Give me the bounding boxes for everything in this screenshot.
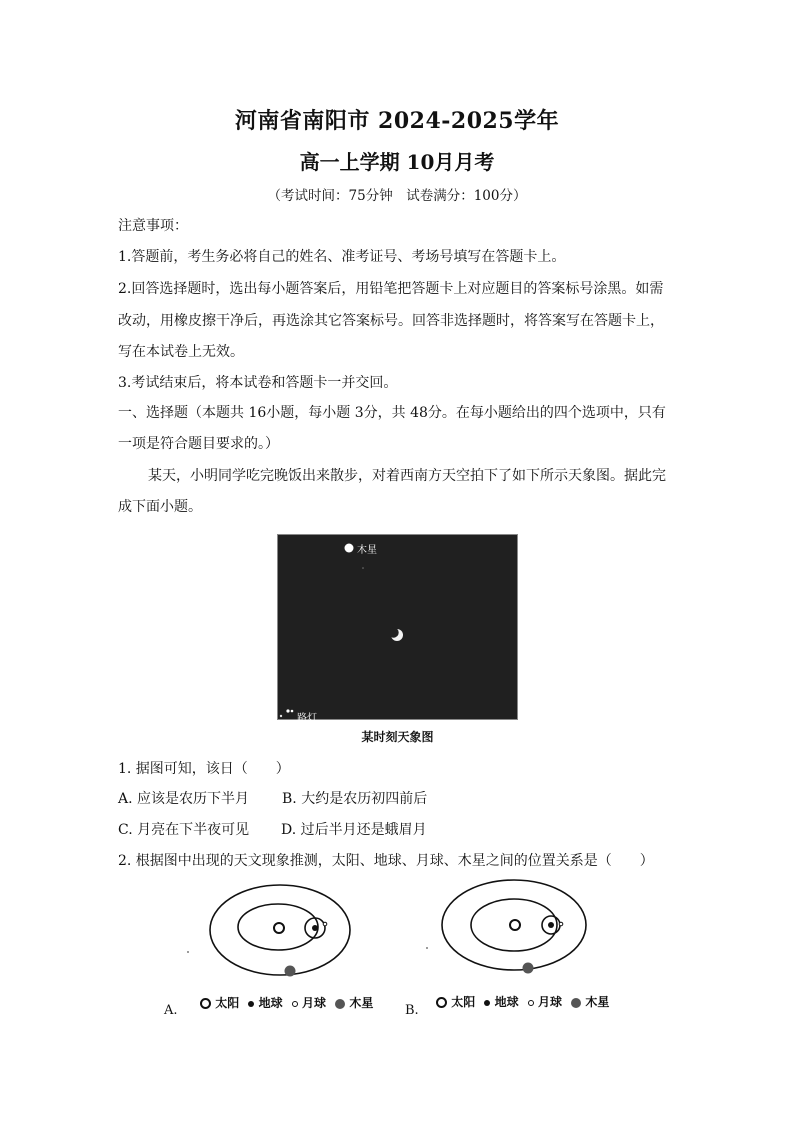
star-dot	[362, 567, 364, 569]
moon-legend-label: 月球	[301, 996, 326, 1010]
q2-stem: 2. 根据图中出现的天文现象推测，太阳、地球、月球、木星之间的位置关系是（ ）	[118, 853, 654, 869]
streetlight-label: 路灯	[297, 713, 317, 724]
jupiter-marker	[285, 966, 296, 977]
note-item-2-line3: 写在本试卷上无效。	[118, 344, 244, 360]
sun-marker	[510, 920, 520, 930]
streetlight-dot	[291, 710, 294, 713]
earth-marker	[548, 922, 554, 928]
earth-legend-label: 地球	[494, 995, 519, 1009]
earth-legend-icon	[248, 1001, 254, 1007]
note-item-1: 1.答题前，考生务必将自己的姓名、准考证号、考场号填写在答题卡上。	[118, 249, 566, 265]
jupiter-marker	[523, 963, 534, 974]
sun-legend-label: 太阳	[451, 995, 476, 1009]
q1-option-d: D. 过后半月还是蛾眉月	[281, 822, 427, 838]
jupiter-label: 木星	[357, 545, 377, 556]
earth-legend-label: 地球	[258, 996, 283, 1010]
stray-dot	[426, 947, 428, 949]
stray-dot	[187, 951, 189, 953]
q1-option-a: A. 应该是农历下半月	[118, 791, 250, 807]
note-item-2-line2: 改动，用橡皮擦干净后，再选涂其它答案标号。回答非选择题时，将答案写在答题卡上，	[118, 313, 664, 329]
note-item-3: 3.考试结束后，将本试卷和答题卡一并交回。	[118, 375, 398, 391]
q2-option-b-label: B.	[405, 1003, 419, 1018]
earth-legend-icon	[484, 1000, 490, 1006]
stem-line1: 某天，小明同学吃完晚饭出来散步，对着西南方天空拍下了如下所示天象图。据此完	[148, 468, 666, 484]
sky-photo-graphic	[278, 535, 517, 719]
jupiter-marker	[345, 544, 354, 553]
earth-marker	[312, 925, 318, 931]
crescent-moon-icon	[388, 627, 403, 641]
jupiter-legend-label: 木星	[349, 996, 374, 1010]
jupiter-legend-label: 木星	[585, 995, 610, 1009]
q1-option-b: B. 大约是农历初四前后	[282, 791, 428, 807]
section-heading-line1: 一、选择题（本题共 16小题，每小题 3分，共 48分。在每小题给出的四个选项中，只有	[118, 405, 666, 421]
sun-legend-label: 太阳	[215, 996, 240, 1010]
exam-info: （考试时间：75分钟 试卷满分：100分）	[267, 188, 527, 204]
jupiter-legend-icon	[335, 999, 345, 1009]
title-line2: 高一上学期 10月月考	[299, 150, 495, 174]
moon-legend-icon	[528, 1000, 534, 1006]
section-heading-line2: 一项是符合题目要求的。）	[118, 436, 279, 452]
q2-option-a-label: A.	[164, 1003, 178, 1018]
sun-legend-icon	[436, 997, 447, 1008]
streetlight-dot	[280, 715, 282, 717]
note-item-2-line1: 2.回答选择题时，选出每小题答案后，用铅笔把答题卡上对应题目的答案标号涂黑。如需	[118, 281, 664, 297]
moon-marker	[559, 922, 563, 926]
stem-line2: 成下面小题。	[118, 499, 202, 515]
jupiter-legend-icon	[571, 998, 581, 1008]
notes-heading: 注意事项：	[118, 218, 188, 234]
orbit-diagram-a	[180, 880, 370, 995]
streetlight-dot	[286, 709, 289, 712]
legend-b	[436, 993, 609, 1010]
sun-marker	[274, 923, 284, 933]
moon-legend-icon	[292, 1001, 298, 1007]
title-line1: 河南省南阳市 2024-2025学年	[234, 108, 560, 134]
sun-legend-icon	[200, 998, 211, 1009]
q1-stem: 1. 据图可知，该日（ ）	[118, 761, 290, 777]
moon-legend-label: 月球	[537, 995, 562, 1009]
legend-a	[200, 994, 373, 1011]
figure-caption: 某时刻天象图	[361, 730, 434, 744]
orbit-diagram-b	[420, 873, 610, 988]
moon-marker	[323, 922, 327, 926]
sky-photo	[277, 534, 518, 724]
q1-option-c: C. 月亮在下半夜可见	[118, 822, 250, 838]
